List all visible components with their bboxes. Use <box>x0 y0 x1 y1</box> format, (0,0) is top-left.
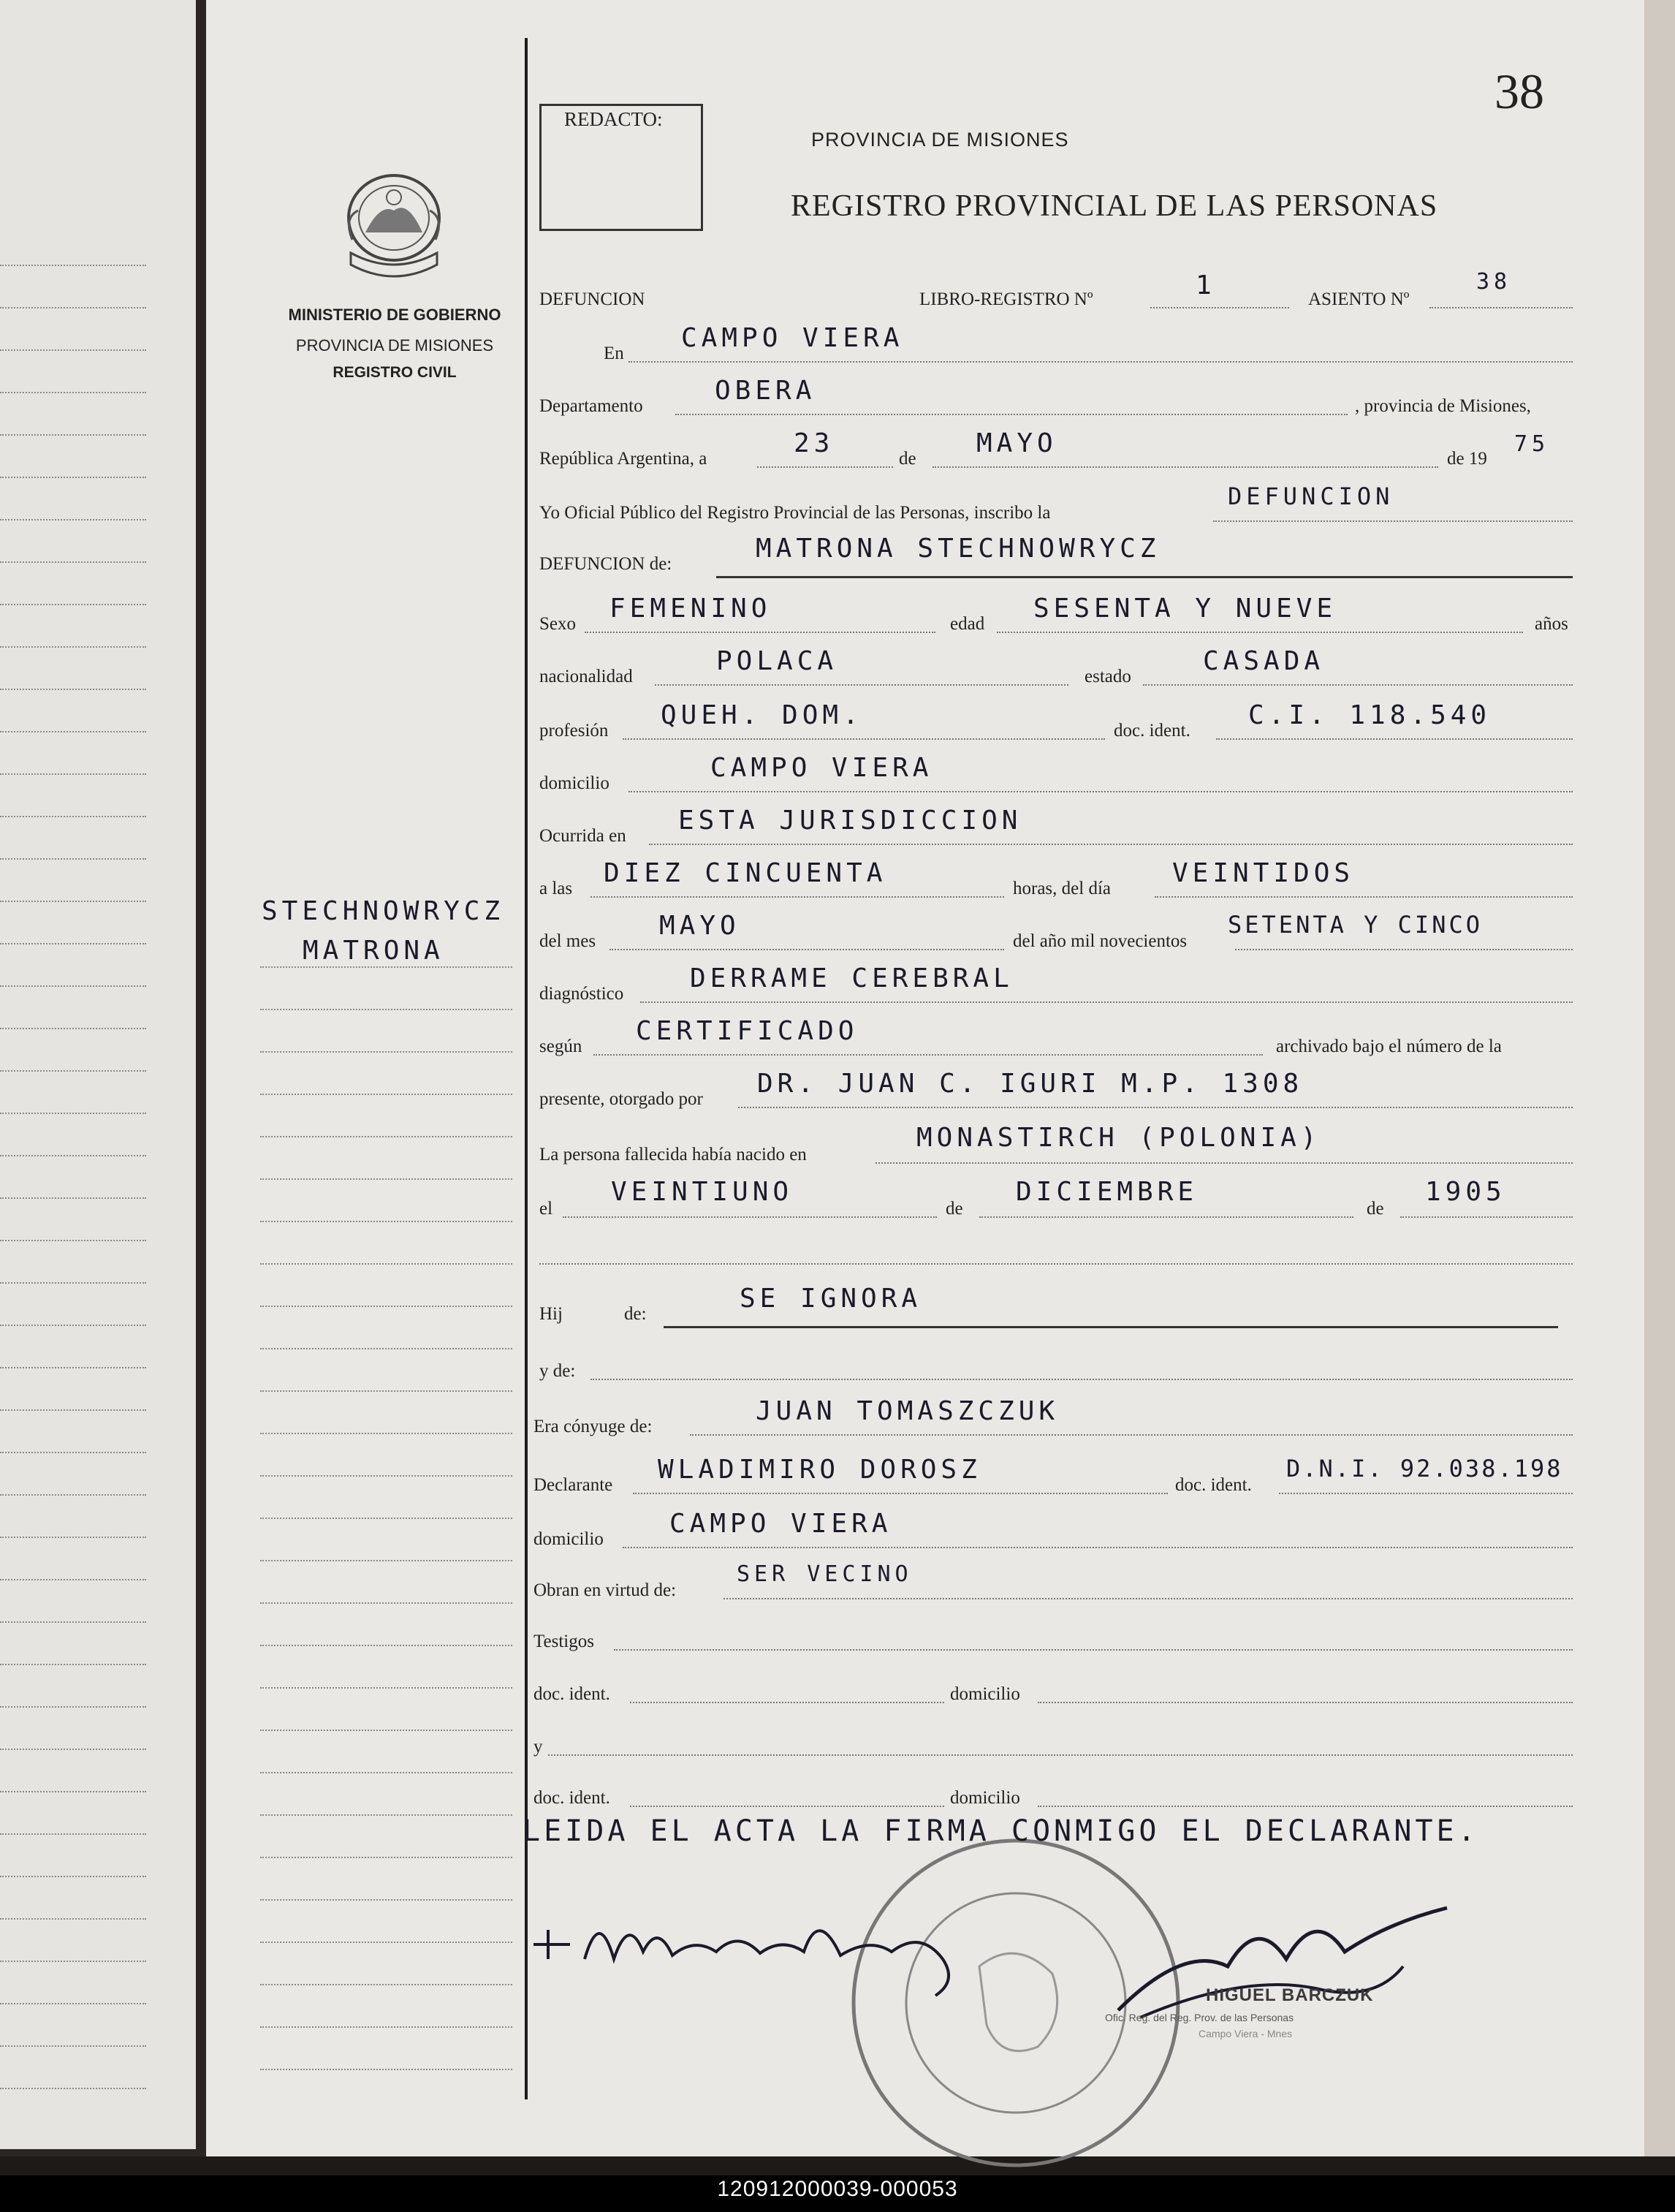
mes-line <box>933 466 1438 468</box>
left-page-ruled-line <box>0 434 146 436</box>
left-page-ruled-line <box>0 1325 146 1326</box>
left-page-ruled-line <box>0 816 146 817</box>
page-number: 38 <box>1494 64 1544 119</box>
left-page-ruled-line <box>0 2045 146 2047</box>
margin-ruled-line <box>260 1094 512 1095</box>
sexo-value: FEMENINO <box>609 594 772 624</box>
left-page-ruled-line <box>0 689 146 690</box>
left-page-ruled-line <box>0 1664 146 1665</box>
nac-dia-line <box>563 1216 937 1218</box>
presente-value: DR. JUAN C. IGURI M.P. 1308 <box>757 1069 1304 1099</box>
obran-label: Obran en virtud de: <box>533 1580 677 1600</box>
dia-line <box>757 466 893 468</box>
t-doc2-label: doc. ident. <box>533 1788 610 1808</box>
dec-doc-label: doc. ident. <box>1175 1475 1252 1495</box>
departamento-label: Departamento <box>539 396 643 416</box>
stamp-name: HIGUEL BARCZUK <box>1206 1985 1374 2005</box>
provincial-emblem-icon <box>336 167 452 292</box>
left-page-ruled-line <box>0 1282 146 1284</box>
sexo-line <box>585 632 935 633</box>
left-page-ruled-line <box>0 1070 146 1072</box>
ministerio-label: MINISTERIO DE GOBIERNO <box>288 306 501 324</box>
left-page-ruled-line <box>0 1155 146 1156</box>
left-page-ruled-line <box>0 349 146 351</box>
en-value: CAMPO VIERA <box>681 323 904 353</box>
left-page-ruled-line <box>0 773 146 775</box>
segun-value: CERTIFICADO <box>636 1016 859 1046</box>
defuncion-de-label: DEFUNCION de: <box>539 554 672 574</box>
edad-value: SESENTA Y NUEVE <box>1033 594 1337 624</box>
nac-mes-value: DICIEMBRE <box>1016 1177 1199 1207</box>
doc-ident-value: C.I. 118.540 <box>1248 700 1492 730</box>
republica-label: República Argentina, a <box>539 449 707 469</box>
segun-line <box>593 1054 1263 1056</box>
left-page-ruled-line <box>0 901 146 902</box>
provincia-label: PROVINCIA DE MISIONES <box>295 336 494 355</box>
nac-de2-label: de <box>1367 1199 1384 1219</box>
estado-line <box>1143 684 1573 686</box>
en-label: En <box>604 344 624 363</box>
t-dom2-line <box>1038 1806 1573 1807</box>
margin-ruled-line <box>260 1390 512 1392</box>
stamp-place: Campo Viera - Mnes <box>1199 2028 1293 2039</box>
mes-value: MAYO <box>976 428 1057 458</box>
left-page-ruled-line <box>0 1833 146 1835</box>
left-page-ruled-line <box>0 1197 146 1199</box>
obran-value: SER VECINO <box>737 1561 913 1587</box>
left-page-ruled-line <box>0 519 146 520</box>
margin-given-name: MATRONA <box>303 936 444 966</box>
margin-ruled-line <box>260 1730 512 1731</box>
anios-label: años <box>1535 614 1568 634</box>
edad-label: edad <box>950 614 985 634</box>
anio-mil-value: SETENTA Y CINCO <box>1228 911 1483 939</box>
ocurrida-label: Ocurrida en <box>539 826 626 846</box>
estado-value: CASADA <box>1203 646 1325 676</box>
left-page-ruled-line <box>0 1918 146 1920</box>
left-page-ruled-line <box>0 943 146 944</box>
y-label: y <box>533 1737 543 1757</box>
dec-doc-value: D.N.I. 92.038.198 <box>1286 1455 1563 1482</box>
asiento-line <box>1429 307 1573 308</box>
left-page-ruled-line <box>0 2088 146 2089</box>
nacionalidad-label: nacionalidad <box>539 667 633 686</box>
nac-anio-value: 1905 <box>1425 1177 1506 1207</box>
provincia-suffix: , provincia de Misiones, <box>1355 396 1531 416</box>
dia-value: 23 <box>794 428 835 458</box>
inscribo-line <box>1213 520 1573 522</box>
margin-ruled-line <box>260 1475 512 1477</box>
defuncion-label: DEFUNCION <box>539 289 645 309</box>
left-page-ruled-line <box>0 1494 146 1496</box>
t-doc2-line <box>630 1806 944 1807</box>
t-dom1-line <box>1038 1702 1573 1703</box>
testigos-label: Testigos <box>533 1632 594 1651</box>
margin-ruled-line <box>260 1899 512 1901</box>
margin-ruled-line <box>260 1051 512 1053</box>
left-page-ruled-line <box>0 561 146 563</box>
estado-label: estado <box>1085 667 1131 686</box>
nacionalidad-line <box>655 684 1068 686</box>
margin-ruled-line <box>260 1942 512 1943</box>
dec-doc-line <box>1279 1493 1573 1494</box>
departamento-line <box>675 414 1348 415</box>
registry-title: REGISTRO PROVINCIAL DE LAS PERSONAS <box>791 189 1438 223</box>
hij-line <box>664 1326 1558 1328</box>
left-page-ruled-line <box>0 1579 146 1580</box>
testigos-line <box>614 1649 1573 1651</box>
margin-ruled-line <box>260 1687 512 1689</box>
oficial-text: Yo Oficial Público del Registro Provincial de las Personas, inscribo la <box>539 503 1051 523</box>
margin-ruled-line <box>260 1433 512 1434</box>
left-page-ruled-line <box>0 1749 146 1750</box>
left-page-ruled-line <box>0 477 146 478</box>
margin-ruled-line <box>260 1814 512 1816</box>
left-page-ruled-line <box>0 1028 146 1029</box>
libro-value: 1 <box>1196 270 1216 300</box>
diagnostico-value: DERRAME CEREBRAL <box>690 963 1014 993</box>
margin-ruled-line <box>260 2026 512 2028</box>
stamp-subtitle: Ofic. Reg. del Reg. Prov. de las Personas <box>1105 2012 1294 2023</box>
left-page-ruled-line <box>0 307 146 308</box>
margin-ruled-line <box>260 1772 512 1773</box>
defuncion-de-line <box>716 576 1573 578</box>
y-line <box>548 1754 1573 1756</box>
libro-label: LIBRO-REGISTRO Nº <box>919 289 1093 309</box>
province-title: PROVINCIA DE MISIONES <box>811 129 1069 151</box>
left-facing-page <box>0 0 196 2149</box>
t-doc1-label: doc. ident. <box>533 1684 610 1704</box>
nac-anio-line <box>1400 1216 1573 1218</box>
margin-ruled-line <box>260 1263 512 1265</box>
conyuge-value: JUAN TOMASZCZUK <box>756 1396 1060 1426</box>
declarante-label: Declarante <box>533 1475 613 1495</box>
margin-ruled-line <box>260 1518 512 1519</box>
margin-ruled-line <box>260 1857 512 1858</box>
nacido-line <box>876 1162 1573 1164</box>
presente-line <box>738 1107 1573 1108</box>
profesion-value: QUEH. DOM. <box>661 700 863 730</box>
t-dom1-label: domicilio <box>950 1684 1020 1704</box>
departamento-value: OBERA <box>715 376 816 406</box>
left-page-ruled-line <box>0 392 146 393</box>
margin-ruled-line <box>260 1984 512 1985</box>
anio-prefix: de 19 <box>1447 449 1487 469</box>
domicilio-label: domicilio <box>539 773 609 793</box>
yde-line <box>590 1379 1573 1380</box>
left-page-ruled-line <box>0 1706 146 1708</box>
left-page-ruled-line <box>0 1409 146 1411</box>
closing-text: LEIDA EL ACTA LA FIRMA CONMIGO EL DECLARANTE. <box>523 1814 1479 1848</box>
doc-ident-label: doc. ident. <box>1114 721 1190 741</box>
ocurrida-value: ESTA JURISDICCION <box>678 806 1022 836</box>
sexo-label: Sexo <box>539 614 576 634</box>
left-page-ruled-line <box>0 1240 146 1241</box>
dec-domicilio-label: domicilio <box>533 1529 604 1549</box>
margin-ruled-line <box>260 1348 512 1349</box>
libro-line <box>1150 307 1289 308</box>
domicilio-value: CAMPO VIERA <box>710 753 933 783</box>
left-page-ruled-line <box>0 1537 146 1538</box>
t-dom2-label: domicilio <box>950 1788 1020 1808</box>
left-page-ruled-line <box>0 1452 146 1453</box>
left-page-ruled-line <box>0 1113 146 1114</box>
anio-mil-label: del año mil novecientos <box>1013 931 1188 951</box>
margin-ruled-line <box>260 1560 512 1561</box>
presente-label: presente, otorgado por <box>539 1089 703 1109</box>
nac-dia-value: VEINTIUNO <box>611 1177 794 1207</box>
left-page-ruled-line <box>0 1791 146 1792</box>
asiento-value: 38 <box>1476 269 1512 295</box>
nacido-label: La persona fallecida había nacido en <box>539 1145 807 1164</box>
dia-text-value: VEINTIDOS <box>1172 858 1355 888</box>
domicilio-line <box>628 791 1573 792</box>
redacto-label: REDACTO: <box>564 108 663 130</box>
left-page-ruled-line <box>0 731 146 732</box>
delmes-line <box>609 949 1004 950</box>
margin-ruled-line <box>260 966 512 968</box>
margin-ruled-line <box>260 1645 512 1646</box>
margin-ruled-line <box>260 1221 512 1222</box>
dec-domicilio-line <box>623 1547 1573 1548</box>
left-page-ruled-line <box>0 1961 146 1962</box>
margin-ruled-line <box>260 2069 512 2070</box>
diagnostico-label: diagnóstico <box>539 984 624 1004</box>
asiento-label: ASIENTO Nº <box>1308 289 1410 309</box>
margin-ruled-line <box>260 1009 512 1010</box>
page-edge <box>1644 0 1675 2156</box>
dec-domicilio-value: CAMPO VIERA <box>669 1509 892 1539</box>
de-label: de <box>899 449 916 469</box>
profesion-line <box>623 738 1105 740</box>
margin-ruled-line <box>260 1602 512 1604</box>
segun-label: según <box>539 1037 582 1056</box>
left-page-ruled-line <box>0 985 146 987</box>
horas-line <box>590 896 1004 898</box>
left-page-ruled-line <box>0 1367 146 1368</box>
doc-ident-line <box>1216 738 1573 740</box>
horas-label: horas, del día <box>1013 879 1111 898</box>
profesion-label: profesión <box>539 721 609 741</box>
conyuge-line <box>690 1434 1573 1436</box>
ocurrida-line <box>649 844 1573 845</box>
archivado-label: archivado bajo el número de la <box>1276 1037 1502 1056</box>
nacionalidad-value: POLACA <box>716 646 838 676</box>
inscribo-value: DEFUNCION <box>1228 482 1394 510</box>
left-page-ruled-line <box>0 1876 146 1877</box>
conyuge-label: Era cónyuge de: <box>533 1417 653 1436</box>
edad-line <box>997 632 1523 633</box>
dia-text-line <box>1155 896 1573 898</box>
alas-label: a las <box>539 879 573 898</box>
anio-mil-line <box>1235 949 1573 950</box>
el-label: el <box>539 1199 553 1219</box>
margin-ruled-line <box>260 1306 512 1307</box>
left-page-ruled-line <box>0 1621 146 1623</box>
left-page-ruled-line <box>0 858 146 860</box>
t-doc1-line <box>630 1702 944 1703</box>
left-page-ruled-line <box>0 604 146 605</box>
declarante-signature-icon <box>526 1893 979 2003</box>
hij-value: SE IGNORA <box>740 1284 922 1314</box>
margin-ruled-line <box>260 1136 512 1137</box>
yde-label: y de: <box>539 1361 576 1381</box>
margin-ruled-line <box>260 1178 512 1180</box>
nac-mes-line <box>979 1216 1353 1218</box>
left-page-ruled-line <box>0 265 146 266</box>
left-page-ruled-line <box>0 646 146 648</box>
nac-de-label: de <box>946 1199 963 1219</box>
margin-surname: STECHNOWRYCZ <box>262 896 505 926</box>
blank-line <box>539 1263 1573 1265</box>
diagnostico-line <box>640 1001 1573 1003</box>
horas-value: DIEZ CINCUENTA <box>604 858 887 888</box>
anio-value: 75 <box>1514 431 1550 457</box>
delmes-label: del mes <box>539 931 596 951</box>
en-line <box>628 361 1573 363</box>
declarante-value: WLADIMIRO DOROSZ <box>658 1455 981 1485</box>
defuncion-de-value: MATRONA STECHNOWRYCZ <box>756 534 1161 564</box>
barcode-text: 120912000039-000053 <box>717 2177 958 2201</box>
delmes-value: MAYO <box>659 911 740 941</box>
nacido-value: MONASTIRCH (POLONIA) <box>916 1123 1321 1153</box>
declarante-line <box>633 1493 1168 1494</box>
left-page-ruled-line <box>0 2003 146 2004</box>
hij-de-label: de: <box>624 1304 647 1324</box>
obran-line <box>723 1598 1573 1599</box>
registro-civil-label: REGISTRO CIVIL <box>333 364 457 381</box>
hij-label: Hij <box>539 1304 563 1324</box>
